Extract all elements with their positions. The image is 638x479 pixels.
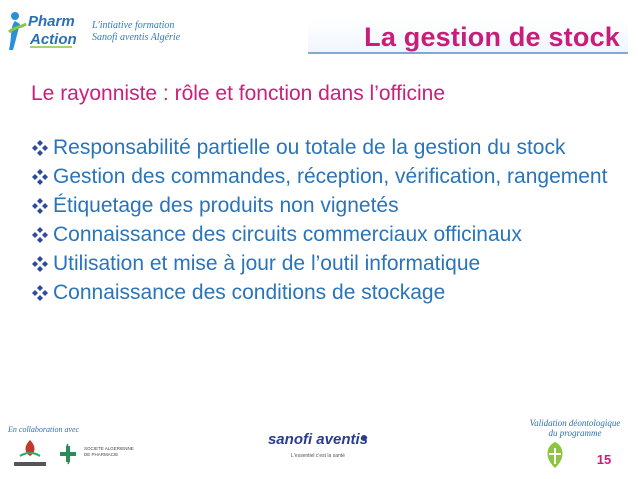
bullet-item	[31, 162, 631, 191]
diamond-bullet-icon	[31, 168, 49, 186]
validation-line1: Validation déontologique	[529, 418, 621, 428]
bullet-text: Connaissance des conditions de stockage	[53, 281, 446, 304]
saph-text-line2: DE PHARMACIE	[84, 452, 119, 457]
pharm-action-logo	[6, 6, 88, 54]
bullet-item	[31, 249, 631, 278]
sanofi-name: sanofi aventis	[267, 431, 369, 448]
sanofi-tagline: L'essentiel c'est la santé	[291, 453, 345, 459]
bullet-text: Gestion des commandes, réception, vérification, rangement	[53, 165, 608, 188]
header-tagline	[92, 20, 180, 44]
validation-line2: du programme	[548, 428, 602, 438]
diamond-bullet-icon	[31, 226, 49, 244]
bullet-text: Utilisation et mise à jour de l’outil informatique	[53, 252, 481, 275]
partner-logo	[6, 438, 54, 472]
tagline-line1: L'intiative formation	[92, 20, 175, 31]
bullet-text: Étiquetage des produits non vignetés	[53, 194, 399, 217]
bullet-list	[31, 133, 631, 307]
bullet-item	[31, 133, 631, 162]
bullet-item	[31, 278, 631, 307]
page-title: La gestion de stock	[364, 22, 620, 52]
validation-label	[520, 418, 630, 438]
logo-text-pharm: Pharm	[28, 13, 75, 30]
tagline-line2: Sanofi aventis Algérie	[92, 32, 181, 43]
diamond-bullet-icon	[31, 255, 49, 273]
bullet-text: Responsabilité partielle ou totale de la gestion du stock	[53, 136, 566, 159]
logo-text-action: Action	[30, 31, 77, 48]
bullet-text: Connaissance des circuits commerciaux officinaux	[53, 223, 522, 246]
bullet-item	[31, 191, 631, 220]
saph-text	[84, 446, 134, 458]
page-number: 15	[596, 452, 612, 467]
diamond-bullet-icon	[31, 139, 49, 157]
cnop-logo	[538, 440, 572, 470]
saph-text-line1: SOCIETE ALGERIENNE	[84, 446, 134, 451]
diamond-bullet-icon	[31, 197, 49, 215]
subtitle: Le rayonniste : rôle et fonction dans l’officine	[31, 82, 446, 105]
collaboration-label: En collaboration avec	[8, 425, 80, 434]
diamond-bullet-icon	[31, 284, 49, 302]
title-bar	[308, 18, 628, 54]
bullet-item	[31, 220, 631, 249]
